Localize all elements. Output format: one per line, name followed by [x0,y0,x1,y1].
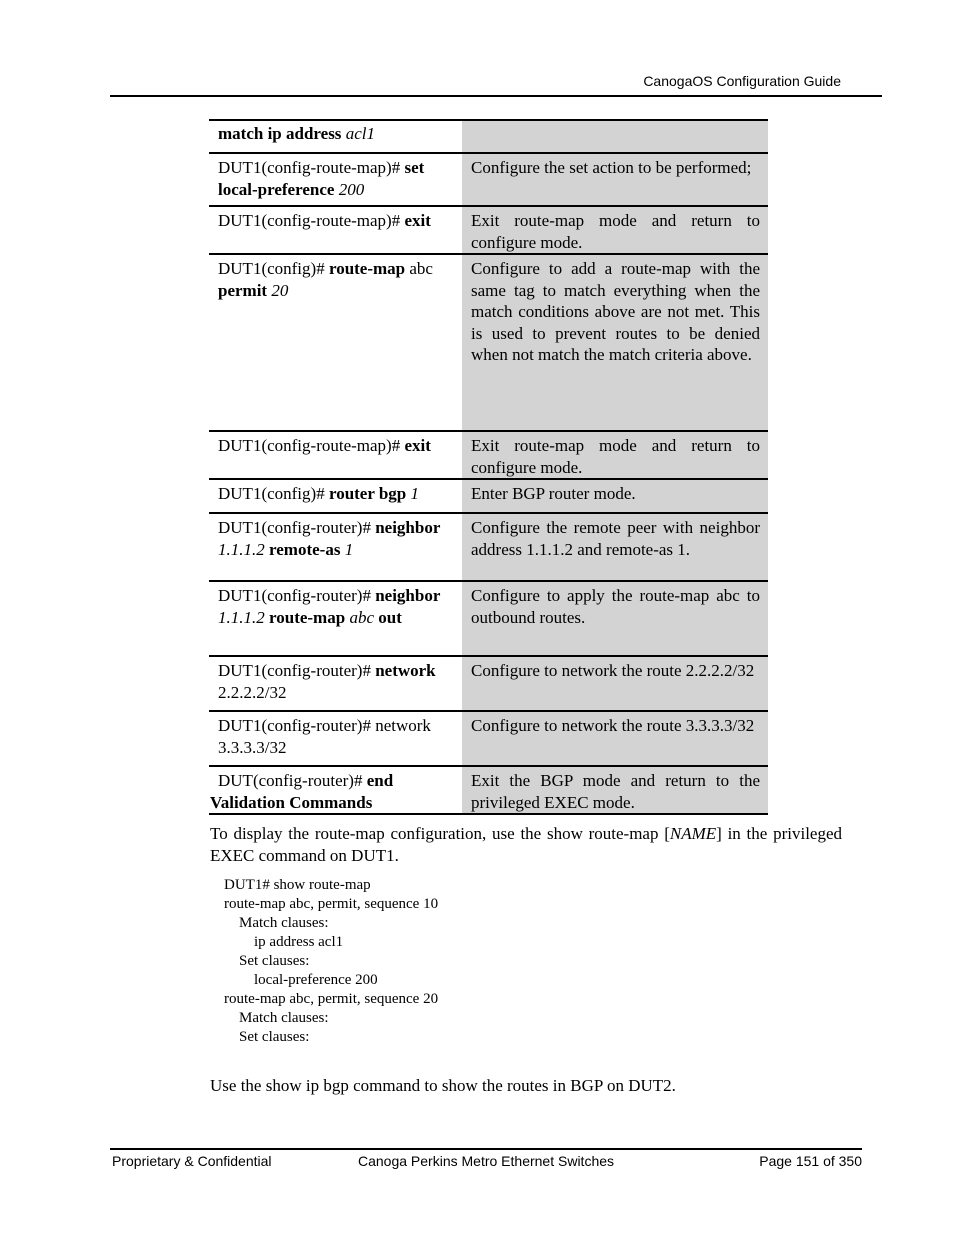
command-text: DUT1(config-router)# [218,661,376,680]
footer-right: Page 151 of 350 [759,1153,862,1169]
command-text: 1.1.1.2 [218,539,265,559]
command-cell [209,656,462,711]
command-text: route-map [269,607,346,627]
command-text: DUT1(config-router)# [218,518,376,537]
command-text: 1 [344,539,354,559]
description-cell: Exit route-map mode and return to configure mode. [462,206,768,254]
table-row [209,153,768,206]
footer-rule [110,1148,862,1150]
header-title: CanogaOS Configuration Guide [643,73,841,89]
command-text: neighbor [375,518,441,537]
para-text-before: To display the route-map configuration, use the show route-map [ [210,824,670,843]
command-cell [209,254,462,431]
command-text: DUT1(config-route-map)# [218,211,405,230]
command-text: remote-as [269,539,341,559]
command-text: 1.1.1.2 [218,607,265,627]
description-cell [462,120,768,153]
command-text: DUT1(config-router)# [218,586,376,605]
command-table [209,119,768,815]
command-cell [209,120,462,153]
command-text: DUT1(config)# [218,484,329,503]
para-name-placeholder: NAME [669,824,717,843]
table-row [209,206,768,254]
table-row [209,431,768,479]
para-text-after: ] in the privileged EXEC command on DUT1. [210,824,843,865]
header-rule [110,95,882,97]
command-text: route-map [328,259,406,278]
command-cell [209,431,462,479]
table-row [209,711,768,766]
table-row [209,656,768,711]
command-text: neighbor [375,586,441,605]
table-row [209,513,768,581]
command-text: permit [218,280,268,300]
description-cell: Configure to add a route-map with the same tag to match everything when the match conditions above are not met. This is used to prevent routes to be denied when not match the match criteria above. [462,254,768,431]
description-cell: Enter BGP router mode. [462,479,768,513]
command-text: 20 [271,280,289,300]
command-text: DUT1(config)# [218,259,329,278]
command-text: DUT(config-router)# [218,771,367,790]
table-row [209,581,768,656]
command-text: 2.2.2.2/32 [218,682,287,702]
command-cell [209,513,462,581]
command-text: set local-preference [218,158,425,199]
command-text: acl1 [345,124,375,143]
command-cell [209,206,462,254]
description-cell: Exit the BGP mode and return to the privileged EXEC mode. [462,766,768,814]
command-cell [209,581,462,656]
table-row [209,479,768,513]
command-text: DUT1(config-route-map)# [218,158,405,177]
command-text: out [378,607,402,627]
command-text: network [375,661,436,680]
description-cell: Configure to apply the route-map abc to outbound routes. [462,581,768,656]
command-text: match ip address [218,124,346,143]
command-text: 1 [410,484,419,503]
footer-center: Canoga Perkins Metro Ethernet Switches [358,1153,615,1169]
description-cell: Configure to network the route 2.2.2.2/32 [462,656,768,711]
code-output: DUT1# show route-map route-map abc, permit, sequence 10 Match clauses: ip address acl1 Set clauses: local-preference 200 route-map abc, permit, sequence 20 Match clauses: Set clauses: [224,877,439,1045]
bgp-paragraph: Use the show ip bgp command to show the routes in BGP on DUT2. [210,1076,676,1095]
table-row [209,254,768,431]
description-cell: Configure to network the route 3.3.3.3/32 [462,711,768,766]
description-cell: Configure the set action to be performed; [462,153,768,206]
command-text: 200 [338,179,365,199]
description-cell: Configure the remote peer with neighbor address 1.1.1.2 and remote-as 1. [462,513,768,581]
command-text: exit [404,211,431,230]
command-text: abc [349,607,374,627]
command-cell [209,479,462,513]
footer-left: Proprietary & Confidential [112,1153,272,1169]
command-text: end [366,771,394,790]
command-cell [209,153,462,206]
command-text: DUT1(config-route-map)# [218,436,405,455]
command-text: DUT1(config-router)# network 3.3.3.3/32 [218,716,431,757]
command-text: abc [405,259,433,278]
command-text: exit [404,436,431,455]
validation-paragraph [210,823,842,867]
command-cell [209,711,462,766]
section-heading: Validation Commands [210,793,373,812]
command-text: router bgp [328,484,407,503]
table-row [209,120,768,153]
description-cell: Exit route-map mode and return to configure mode. [462,431,768,479]
